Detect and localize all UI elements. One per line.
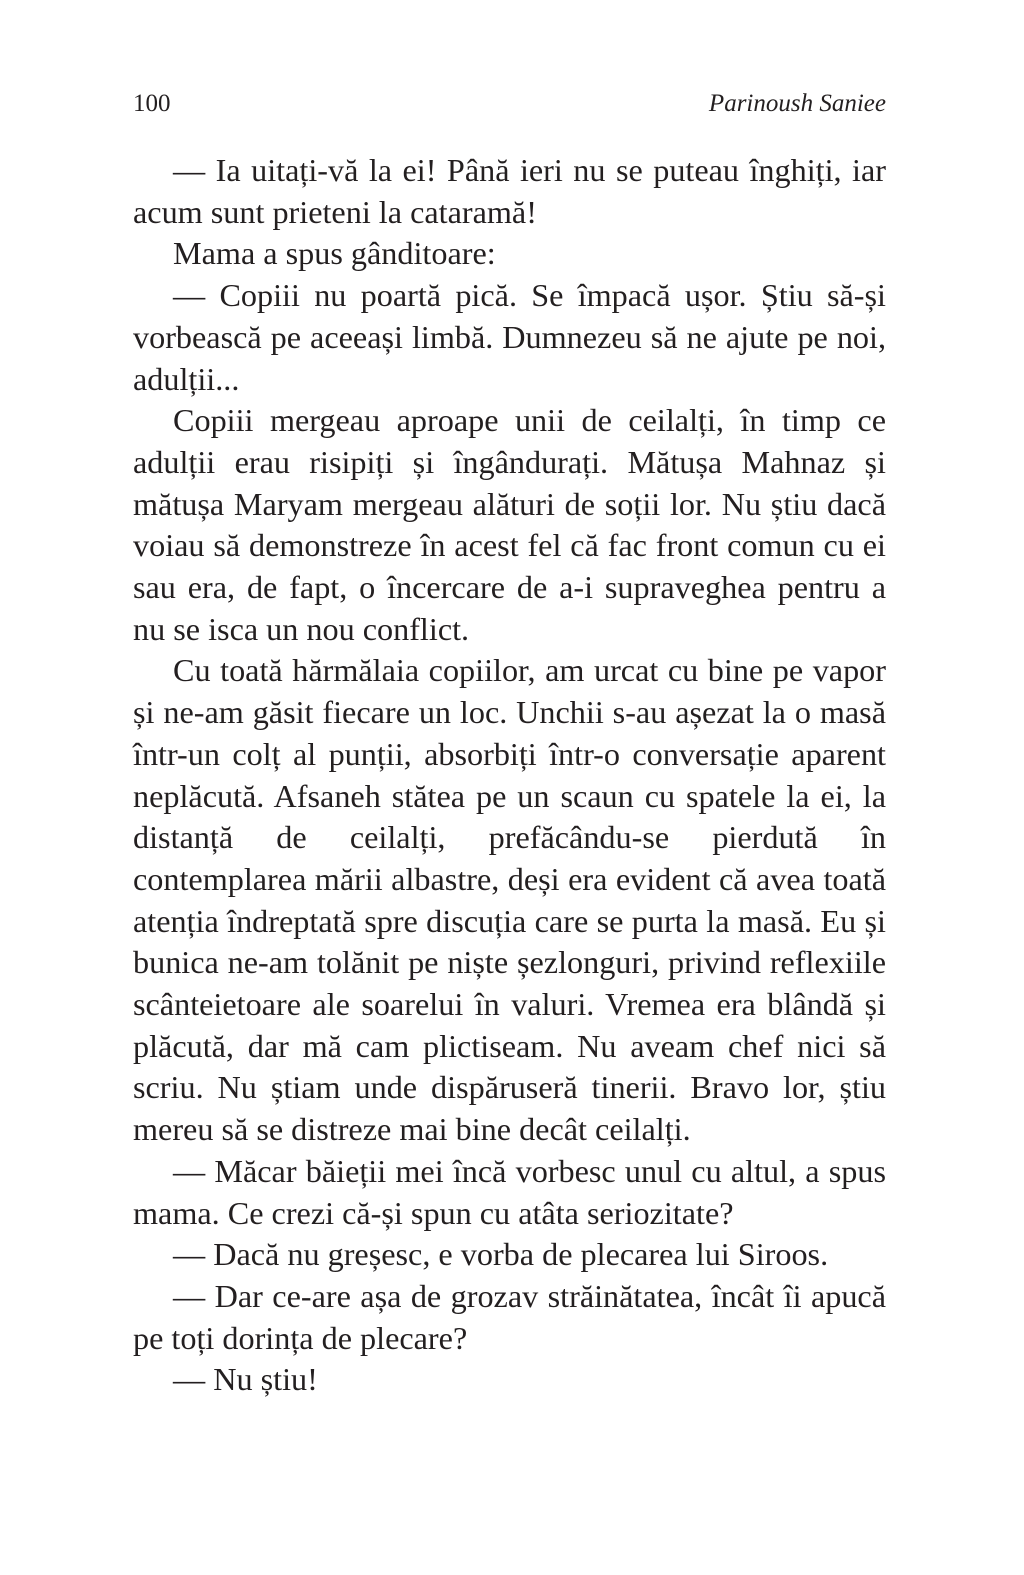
paragraph: — Dacă nu greșesc, e vorba de plecarea lui Siroos. (173, 1236, 829, 1273)
running-head (133, 86, 886, 122)
paragraph: Mama a spus gânditoare: (173, 235, 496, 272)
author-name: Parinoush Saniee (708, 90, 886, 117)
paragraph: Cu toată hărmălaia copiilor, am urcat cu bine pe vapor și ne-am găsit fiecare un loc. Unchii s-au așezat la o masă într-un colț al punții, absorbiți într-o conversație aparent neplăcută. Afsaneh stătea pe un scaun cu spatele la ei, la distanță de ceilalți, prefăcându-se pierdută în contemplarea mării albastre, deși era evident că avea toată atenția îndreptată spre discuția care se purta la masă. Eu și bunica ne-am tolănit pe niște șezlonguri, privind reflexiile scânteietoare ale soarelui în valuri. Vremea era blândă și plăcută, dar mă cam plictiseam. Nu aveam chef nici să scriu. Nu știam unde dispăruseră tinerii. Bravo lor, știu mereu să se distreze mai bine decât ceilalți. (133, 652, 886, 1148)
paragraph: — Ia uitați-vă la ei! Până ieri nu se puteau înghiți, iar acum sunt prieteni la cataramă! (133, 152, 886, 230)
paragraph: — Copiii nu poartă pică. Se împacă ușor. Știu să-și vorbească pe aceeași limbă. Dumnezeu să ne ajute pe noi, adulții... (133, 277, 886, 397)
page-number: 100 (133, 90, 171, 117)
paragraph: Copiii mergeau aproape unii de ceilalți, în timp ce adulții erau risipiți și îngândurați. Mătușa Mahnaz și mătușa Maryam mergeau alături de soții lor. Nu știu dacă voiau să demonstreze în acest fel că fac front comun cu ei sau era, de fapt, o încercare de a-i supraveghea pentru a nu se isca un nou conflict. (133, 402, 886, 647)
paragraph: — Dar ce-are așa de grozav străinătatea, încât îi apucă pe toți dorința de plecare? (133, 1277, 886, 1356)
body-text (133, 150, 886, 1401)
paragraph: — Măcar băieții mei încă vorbesc unul cu altul, a spus mama. Ce crezi că-și spun cu atâta seriozitate? (133, 1152, 886, 1231)
paragraph: — Nu știu! (173, 1361, 318, 1398)
